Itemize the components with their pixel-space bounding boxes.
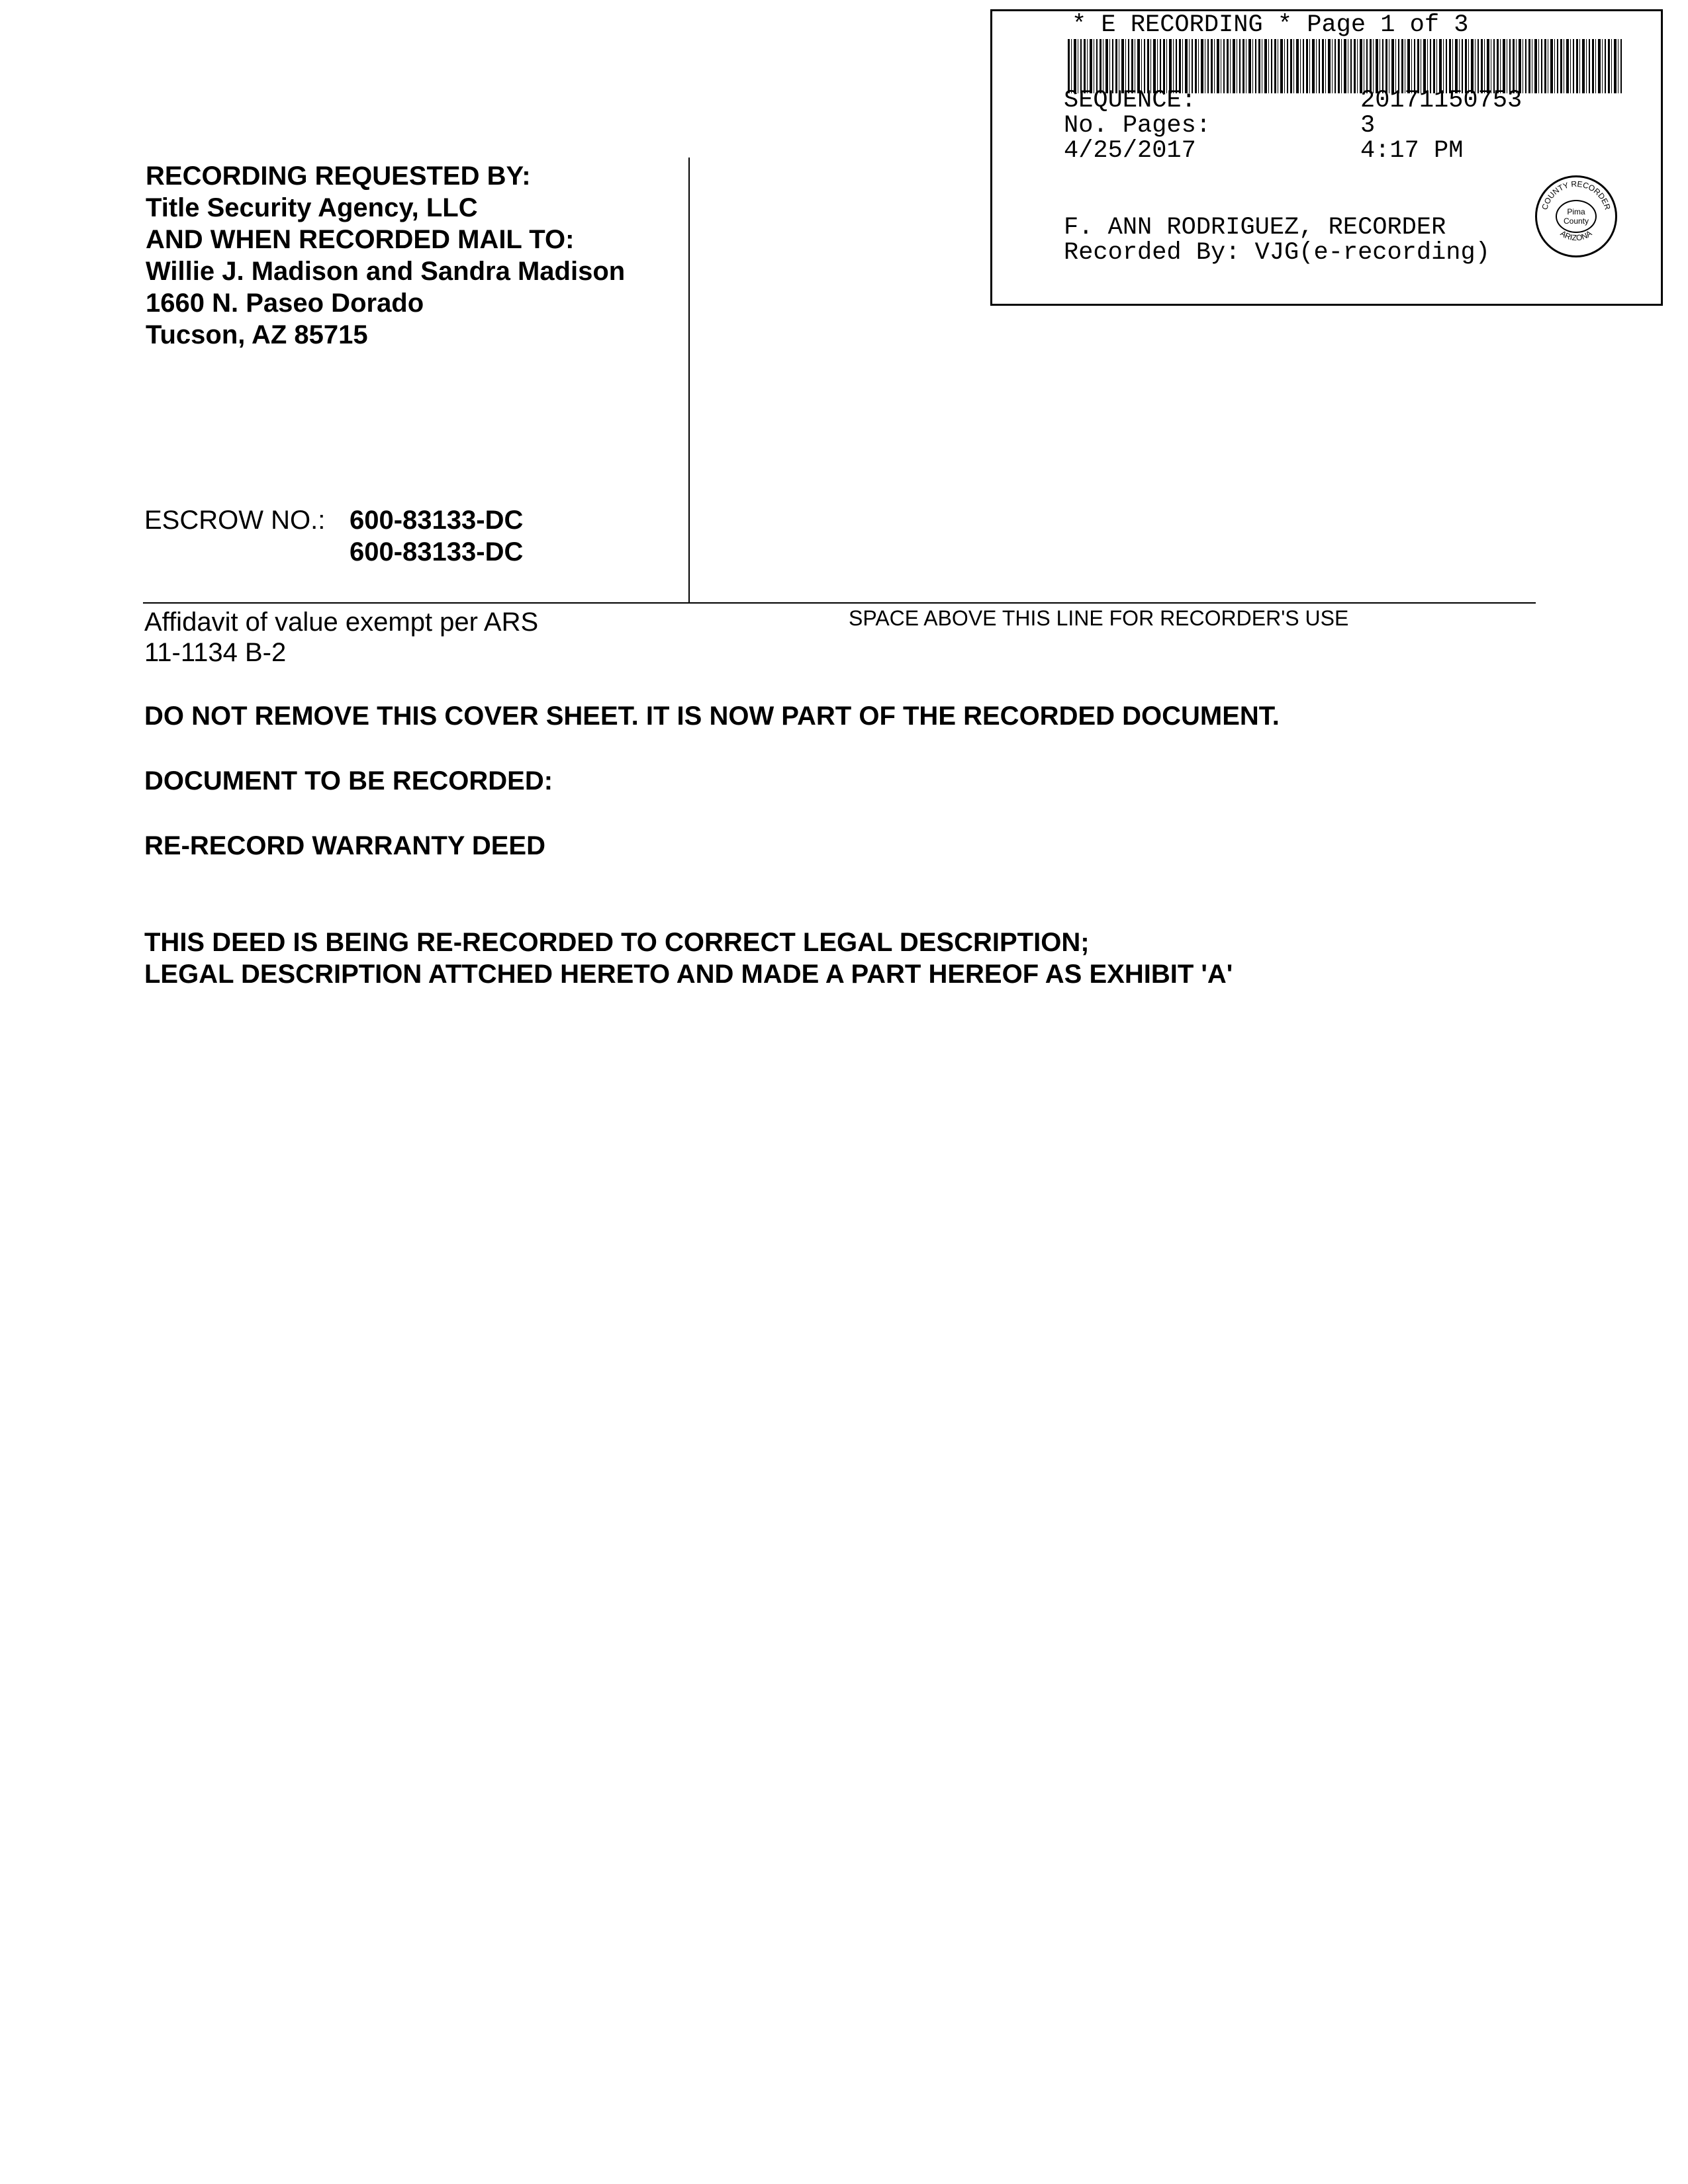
record-date: 4/25/2017 — [1064, 137, 1196, 165]
re-record-note-2: LEGAL DESCRIPTION ATTCHED HERETO AND MADE A PART HEREOF AS EXHIBIT 'A' — [144, 960, 1233, 989]
mail-to-address-2: Tucson, AZ 85715 — [146, 320, 368, 349]
re-record-note-1: THIS DEED IS BEING RE-RECORDED TO CORRECT LEGAL DESCRIPTION; — [144, 928, 1090, 957]
mail-to-name: Willie J. Madison and Sandra Madison — [146, 257, 626, 286]
mail-to-address-1: 1660 N. Paseo Dorado — [146, 289, 424, 318]
pages-value: 3 — [1360, 112, 1376, 140]
seal-inner-text-2: County — [1563, 216, 1589, 226]
affidavit-line-2: 11-1134 B-2 — [144, 638, 287, 667]
document-title: RE-RECORD WARRANTY DEED — [144, 831, 545, 860]
seal-bottom-text: ARIZONA — [1558, 228, 1594, 243]
escrow-number-1: 600-83133-DC — [350, 506, 524, 535]
seal-outer-text: COUNTY RECORDER — [1540, 179, 1613, 211]
pages-label: No. Pages: — [1064, 112, 1211, 140]
vertical-divider — [688, 158, 690, 602]
cover-sheet-warning: DO NOT REMOVE THIS COVER SHEET. IT IS NOW PART OF THE RECORDED DOCUMENT. — [144, 702, 1280, 731]
space-above-note: SPACE ABOVE THIS LINE FOR RECORDER'S USE — [849, 606, 1349, 630]
requested-by-label: RECORDING REQUESTED BY: — [146, 161, 531, 191]
mail-to-label: AND WHEN RECORDED MAIL TO: — [146, 225, 575, 254]
recorder-stamp — [990, 9, 1663, 306]
stamp-header: * E RECORDING * Page 1 of 3 — [1072, 11, 1469, 39]
seal-inner — [1556, 200, 1597, 233]
sequence-label: SEQUENCE: — [1064, 87, 1196, 114]
affidavit-line-1: Affidavit of value exempt per ARS — [144, 608, 539, 637]
requested-by-name: Title Security Agency, LLC — [146, 193, 478, 222]
document-label: DOCUMENT TO BE RECORDED: — [144, 766, 553, 796]
sequence-value: 20171150753 — [1360, 87, 1523, 114]
recorded-by: Recorded By: VJG(e-recording) — [1064, 239, 1490, 267]
escrow-label: ESCROW NO.: — [144, 506, 326, 535]
escrow-number-2: 600-83133-DC — [350, 537, 524, 567]
seal-inner-text-1: Pima — [1567, 207, 1585, 216]
recorder-space-line — [143, 602, 1536, 604]
record-time: 4:17 PM — [1360, 137, 1464, 165]
county-recorder-seal — [1535, 175, 1617, 257]
recorder-name: F. ANN RODRIGUEZ, RECORDER — [1064, 214, 1446, 242]
barcode — [1068, 39, 1624, 93]
